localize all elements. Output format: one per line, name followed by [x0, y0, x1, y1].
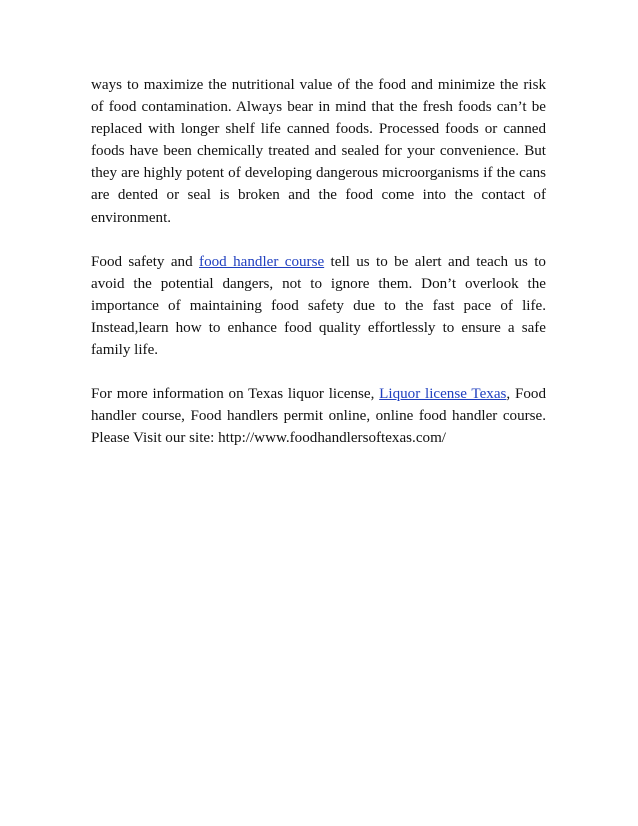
document-page: [91, 74, 546, 449]
paragraph-text-after-link: tell us to be alert and teach us to avoid the potential dangers, not to ignore them. Don’t overlook the importance of maintaining food safety due to the fast pace of life. Instead,learn how to enhance food quality effortlessly to ensure a safe family life.: [91, 253, 546, 359]
paragraph-text-after-link: , Food handler course, Food handlers permit online, online food handler course. Please Visit our site: http://www.foodhandlersoftexas.com/: [91, 386, 546, 447]
food-handler-course-link[interactable]: food handler course: [199, 253, 325, 270]
paragraph-text-before-link: Food safety and: [91, 253, 200, 270]
paragraph-nutrition: ways to maximize the nutritional value of the food and minimize the risk of food contamination. Always bear in mind that the fresh foods can’t be replaced with longer shelf life canned foods. Processed foods or canned foods have been chemically treated and sealed for your convenience. But they are highly potent of developing dangerous microorganisms if the cans are dented or seal is broken and the food come into the contact of environment.: [91, 77, 546, 226]
paragraph-food-safety: [91, 251, 546, 361]
liquor-license-texas-link[interactable]: Liquor license Texas: [379, 386, 507, 403]
paragraph-more-info: [91, 383, 546, 449]
paragraph-text-before-link: For more information on Texas liquor license,: [91, 386, 380, 403]
